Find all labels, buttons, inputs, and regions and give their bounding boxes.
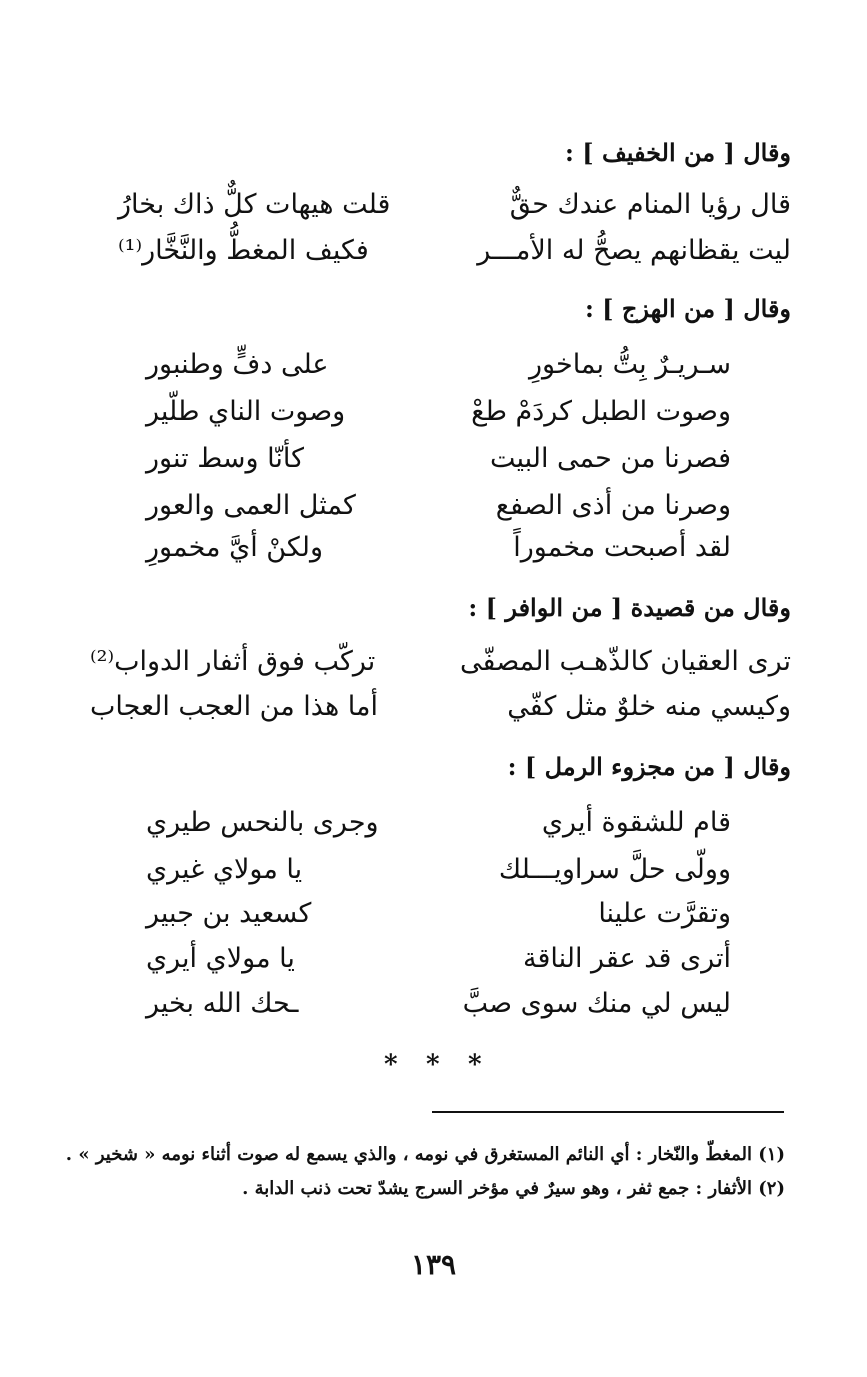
- verse-first-hemistich: وكيسي منه خلوٌ مثل كفّي: [507, 691, 791, 722]
- page-number: ١٣٩: [410, 1248, 457, 1281]
- verse-line: [146, 437, 731, 481]
- footnote: (٢) الأثفار : جمع ثفر ، وهو سيرٌ في مؤخر السرج يشدّ تحت ذنب الدابة .: [242, 1178, 785, 1199]
- separator-star: *: [384, 1050, 398, 1080]
- verse-first-hemistich: وولّى حلَّ سراويـــلك: [498, 854, 731, 885]
- verse-line: [118, 183, 791, 227]
- section-intro: وقال من قصيدة [ من الوافر ] :: [468, 593, 791, 622]
- verse-second-hemistich: يا مولاي أيري: [146, 943, 295, 974]
- verse-first-hemistich: فصرنا من حمى البيت: [489, 443, 731, 474]
- verse-second-hemistich: وصوت الناي طلّير: [146, 396, 346, 427]
- verse-second-hemistich: تركّب فوق أثفار الدواب⁽²⁾: [90, 646, 376, 677]
- verse-line: [90, 685, 791, 729]
- verse-second-hemistich: يا مولاي غيري: [146, 854, 303, 885]
- verse-line: [118, 229, 791, 273]
- verse-second-hemistich: ـحك الله بخير: [146, 988, 299, 1019]
- verse-second-hemistich: فكيف المغطُّ والنَّخَّار⁽¹⁾: [118, 235, 369, 266]
- verse-first-hemistich: قال رؤيا المنام عندك حقٌّ: [509, 189, 791, 220]
- separator-star: *: [468, 1050, 482, 1080]
- verse-second-hemistich: كمثل العمى والعور: [146, 490, 356, 521]
- verse-first-hemistich: سـريـرٌ بِتُّ بماخورِ: [529, 349, 731, 380]
- section-intro: وقال [ من الخفيف ] :: [565, 138, 791, 167]
- verse-first-hemistich: وصوت الطبل كردَمْ طعْ: [471, 396, 731, 427]
- verse-line: [146, 848, 731, 892]
- section-intro: وقال [ من الهزج ] :: [584, 294, 791, 323]
- verse-line: [146, 937, 731, 981]
- verse-second-hemistich: على دفٍّ وطنبور: [146, 349, 329, 380]
- verse-first-hemistich: ترى العقيان كالذّهـب المصفّى: [460, 646, 791, 677]
- verse-line: [146, 982, 731, 1026]
- verse-first-hemistich: لقد أصبحت مخموراً: [513, 532, 731, 563]
- verse-line: [146, 484, 731, 528]
- verse-line: [146, 390, 731, 434]
- verse-second-hemistich: وجرى بالنحس طيري: [146, 807, 379, 838]
- verse-line: [90, 640, 791, 684]
- verse-second-hemistich: أما هذا من العجب العجاب: [90, 691, 378, 722]
- verse-second-hemistich: قلت هيهات كلٌّ ذاك بخارُ: [118, 189, 391, 220]
- verse-line: [146, 892, 731, 936]
- verse-first-hemistich: أترى قد عقر الناقة: [522, 943, 731, 974]
- verse-first-hemistich: وصرنا من أذى الصفع: [495, 490, 731, 521]
- verse-second-hemistich: كأنّا وسط تنور: [146, 443, 304, 474]
- section-intro: وقال [ من مجزوء الرمل ] :: [507, 752, 791, 781]
- verse-second-hemistich: ولكنْ أيَّ مخمورِ: [146, 532, 324, 563]
- separator-star: *: [426, 1050, 440, 1080]
- verse-first-hemistich: قام للشقوة أيري: [541, 807, 731, 838]
- verse-first-hemistich: ليت يقظانهم يصحُّ له الأمـــر: [477, 235, 791, 266]
- verse-line: [146, 801, 731, 845]
- footnote: (١) المغطّ والنّخار : أي النائم المستغرق في نومه ، والذي يسمع له صوت أثناء نومه « شخير » .: [65, 1144, 785, 1165]
- verse-line: [146, 526, 731, 570]
- verse-second-hemistich: كسعيد بن جبير: [146, 898, 312, 929]
- verse-first-hemistich: ليس لي منك سوى صبَّ: [462, 988, 731, 1019]
- verse-line: [146, 343, 731, 387]
- verse-first-hemistich: وتقرَّت علينا: [598, 898, 731, 929]
- footnote-divider: [432, 1111, 784, 1113]
